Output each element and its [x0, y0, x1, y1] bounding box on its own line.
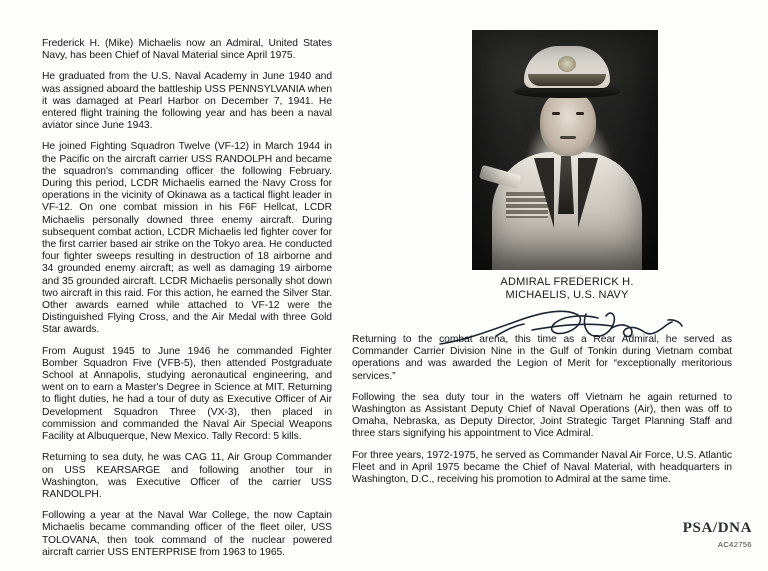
caption-line-1: ADMIRAL FREDERICK H.: [500, 276, 634, 288]
psa-dna-stamp: [683, 520, 752, 549]
paragraph: Returning to sea duty, he was CAG 11, Air Group Commander on USS KEARSARGE and following another tour in Washington, was Executive Officer of the carrier USS RANDOLPH.: [42, 452, 332, 500]
biography-left-column: [42, 38, 332, 559]
paragraph: Returning to the combat arena, this time as a Rear Admiral, he served as Commander Carrier Division Nine in the Gulf of Tonkin during Vietnam combat operations and was awarded the Legion of Merit for “exceptionally meritorious services.”: [352, 334, 732, 382]
biography-right-column: [352, 334, 732, 486]
paragraph: Following a year at the Naval War College, the now Captain Michaelis became commanding officer of the fleet oiler, USS TOLOVANA, then took command of the nuclear powered aircraft carrier USS ENTERPRISE from 1963 to 1965.: [42, 510, 332, 558]
eye-right-shape: [576, 112, 584, 115]
paragraph: He graduated from the U.S. Naval Academy in June 1940 and was assigned aboard the battleship USS PENNSYLVANIA when it was damaged at Pearl Harbor on December 7, 1941. He entered flight training the following year and has been a naval aviator since June 1943.: [42, 71, 332, 132]
portrait-photo-image: [472, 30, 658, 270]
caption-line-2: MICHAELIS, U.S. NAVY: [505, 289, 629, 301]
paragraph: Frederick H. (Mike) Michaelis now an Admiral, United States Navy, has been Chief of Naval Material since April 1975.: [42, 38, 332, 62]
photo-caption: [472, 276, 662, 302]
face-shape: [540, 90, 596, 156]
paragraph: From August 1945 to June 1946 he commanded Fighter Bomber Squadron Five (VFB-5), then attended Postgraduate School at Annapolis, studying aeronautical engineering, and went on to earn a Master's Degree in Science at MIT. Returning to flight duties, he had a tour of duty as Executive Officer of Air Development Squadron Three (VX-3), then placed in commission and commanded the Naval Air Special Weapons Facility at Albuquerque, New Mexico. Tally Record: 5 kills.: [42, 345, 332, 443]
eye-left-shape: [552, 112, 560, 115]
cap-insignia-icon: [558, 56, 576, 72]
mouth-shape: [560, 136, 576, 139]
psa-dna-certification-number: AC42756: [717, 540, 752, 549]
paragraph: For three years, 1972-1975, he served as Commander Naval Air Force, U.S. Atlantic Fleet and in April 1975 became the Chief of Naval Material, with headquarters in Washington, D.C., receiving his promotion to Admiral at the same time.: [352, 449, 732, 486]
lapel-left-shape: [534, 158, 554, 228]
portrait-photo: [472, 30, 658, 270]
paragraph: He joined Fighting Squadron Twelve (VF-12) in March 1944 in the Pacific on the aircraft carrier USS RANDOLPH and became the squadron's commanding officer the following February. During this period, LCDR Michaelis earned the Navy Cross for operations in the vicinity of Okinawa as a tactical flight leader in VF-12. On one combat mission in his F6F Hellcat, LCDR Michaelis personally downed three enemy aircraft. During subsequent combat action, LCDR Michaelis led fighter cover for the first carrier based air strike on the Tokyo area. He conducted four fighter sweeps resulting in destruction of 18 airborne and 34 grounded enemy aircraft; as well as damaging 19 airborne and 35 grounded aircraft. LCDR Michaelis personally shot down two aircraft in this raid. For this action, he earned the Silver Star. Other awards earned while attached to VF-12 were the Distinguished Flying Cross, and the Air Medal with three Gold Star awards.: [42, 141, 332, 336]
lapel-right-shape: [578, 158, 598, 228]
cap-visor-shape: [528, 74, 606, 86]
psa-dna-logo: PSA/DNA: [682, 520, 752, 536]
paragraph: Following the sea duty tour in the waters off Vietnam he again returned to Washington as Assistant Deputy Chief of Naval Operations (Air), then was off to Omaha, Nebraska, as Deputy Director, Joint Strategic Target Planning Staff and three stars signifying his appointment to Vice Admiral.: [352, 391, 732, 440]
